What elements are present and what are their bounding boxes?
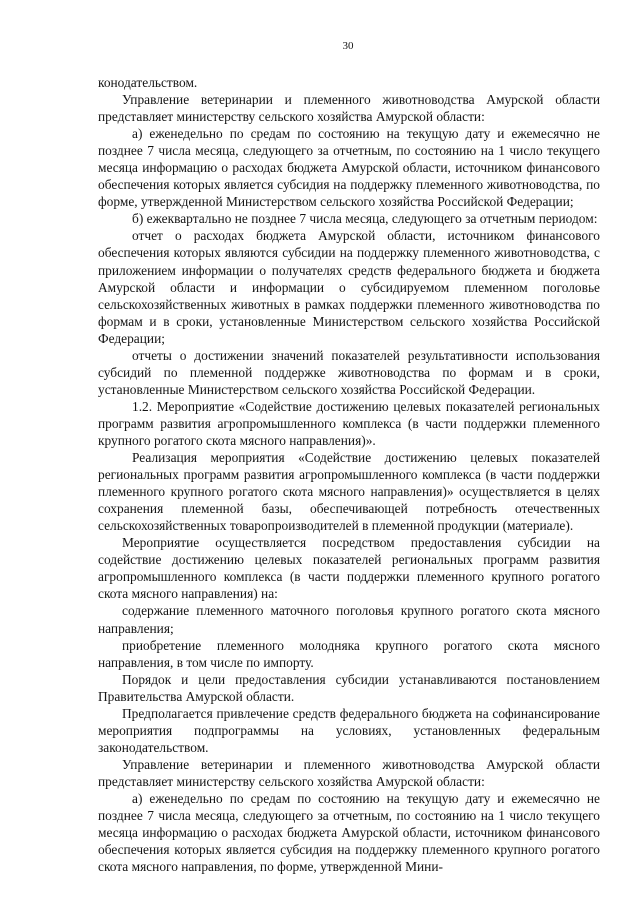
paragraph: Управление ветеринарии и племенного животноводства Амурской области представляет министерству сельского хозяйства Амурской области: bbox=[98, 756, 600, 789]
paragraph-continuation: конодательством. bbox=[98, 75, 198, 90]
paragraph-list-item: приобретение племенного молодняка крупного рогатого скота мясного направления, в том числе по импорту. bbox=[98, 637, 600, 670]
paragraph-list-item: содержание племенного маточного поголовья крупного рогатого скота мясного направления; bbox=[98, 603, 600, 636]
paragraph: отчеты о достижении значений показателей результативности использования субсидий по племенной поддержке животноводства по формам и в сроки, установленные Министерством сельского хозяйства Российской Федерации. bbox=[98, 347, 600, 397]
body-text bbox=[98, 74, 600, 875]
paragraph-item-a: а) еженедельно по средам по состоянию на текущую дату и ежемесячно не позднее 7 числа месяца, следующего за отчетным, по состоянию на 1 число текущего месяца информацию о расходах бюджета Амурской области, источником финансового обеспечения которых является субсидия на поддержку племенного животноводства, по форме, утвержденной Министерством сельского хозяйства Российской Федерации; bbox=[98, 126, 600, 210]
paragraph: Порядок и цели предоставления субсидии устанавливаются постановлением Правительства Амурской области. bbox=[98, 671, 600, 704]
paragraph: отчет о расходах бюджета Амурской области, источником финансового обеспечения которых являются субсидии на поддержку племенного животноводства, с приложением информации о получателях средств федерального бюджета и бюджета Амурской области и информации о субсидируемом племенном поголовье сельскохозяйственных животных в рамках поддержки племенного животноводства по формам и в сроки, установленные Министерством сельского хозяйства Российской Федерации; bbox=[98, 228, 600, 346]
paragraph-section-heading: 1.2. Мероприятие «Содействие достижению целевых показателей региональных программ развития агропромышленного комплекса (в части поддержки племенного крупного рогатого скота мясного направления)». bbox=[98, 398, 600, 448]
paragraph: Реализация мероприятия «Содействие достижению целевых показателей региональных программ развития агропромышленного комплекса (в части поддержки племенного крупного рогатого скота мясного направления)» осуществляется в целях сохранения племенной базы, обеспечивающей потребность отечественных сельскохозяйственных товаропроизводителей в племенной продукции (материале). bbox=[98, 450, 600, 534]
paragraph: Управление ветеринарии и племенного животноводства Амурской области представляет министерству сельского хозяйства Амурской области: bbox=[98, 92, 600, 125]
paragraph: Предполагается привлечение средств федерального бюджета на софинансирование мероприятия подпрограммы на условиях, установленных федеральным законодательством. bbox=[98, 705, 600, 755]
paragraph-item-a: а) еженедельно по средам по состоянию на текущую дату и ежемесячно не позднее 7 числа месяца, следующего за отчетным, по состоянию на 1 число текущего месяца информацию о расходах бюджета Амурской области, источником финансового обеспечения которых является субсидия на поддержку племенного крупного рогатого скота мясного направления, по форме, утвержденной Мини- bbox=[98, 790, 600, 875]
page-number: 30 bbox=[342, 40, 354, 52]
paragraph: Мероприятие осуществляется посредством предоставления субсидии на содействие достижению целевых показателей региональных программ развития агропромышленного комплекса (в части поддержки племенного крупного рогатого скота мясного направления) на: bbox=[98, 535, 600, 602]
paragraph-item-b: б) ежеквартально не позднее 7 числа месяца, следующего за отчетным периодом: bbox=[132, 211, 598, 227]
